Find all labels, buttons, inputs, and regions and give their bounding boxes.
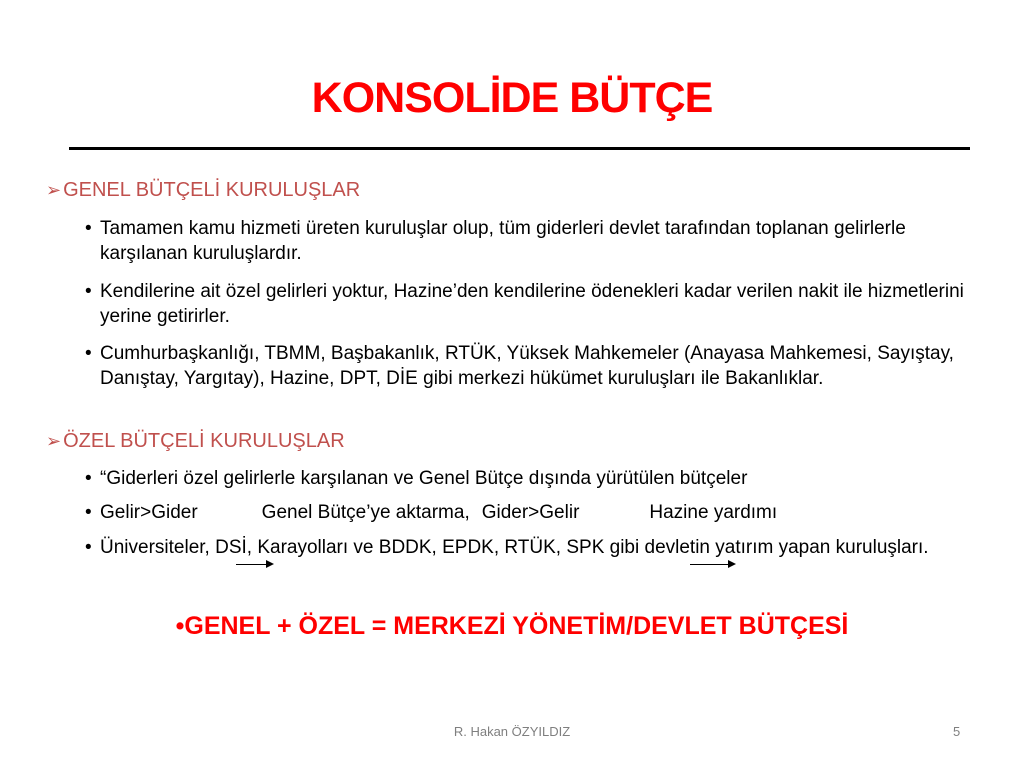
section-heading-special: [46, 430, 345, 453]
list-item: [85, 341, 985, 391]
list-item-text: [100, 500, 985, 525]
slide-title: KONSOLİDE BÜTÇE: [311, 74, 713, 122]
page-number: 5: [953, 724, 961, 739]
list-item-text: Tamamen kamu hizmeti üreten kuruluşlar olup, tüm giderleri devlet tarafından toplanan gelirlerle karşılanan kuruluşlardır.: [100, 218, 906, 264]
bullet-icon: •: [85, 502, 92, 523]
bullet-icon: •: [85, 468, 92, 489]
list-item: [85, 500, 985, 525]
list-item: [85, 216, 985, 266]
transfer-label: Genel Bütçe’ye aktarma,: [261, 502, 470, 523]
section-heading-special-label: ÖZEL BÜTÇELİ KURULUŞLAR: [63, 430, 345, 452]
title-underline: [69, 147, 970, 150]
arrow-line-1: [236, 564, 268, 565]
footer-author: R. Hakan ÖZYILDIZ: [453, 724, 571, 739]
surplus-label: Gelir>Gider: [100, 502, 198, 523]
bullet-icon: •: [85, 537, 92, 558]
list-item-text: Kendilerine ait özel gelirleri yoktur, Hazine’den kendilerine ödenekleri kadar verilen nakit ile hizmetlerini yerine getirirler.: [100, 281, 964, 327]
section-heading-general-label: GENEL BÜTÇELİ KURULUŞLAR: [63, 179, 361, 201]
right-arrow-icon: [728, 560, 736, 568]
deficit-label: Gider>Gelir: [481, 502, 580, 523]
list-item-text: Cumhurbaşkanlığı, TBMM, Başbakanlık, RTÜK, Yüksek Mahkemeler (Anayasa Mahkemesi, Sayıştay, Danıştay, Yargıtay), Hazine, DPT, DİE gibi merkezi hükümet kuruluşları ile Bakanlıklar.: [100, 343, 954, 389]
arrow-bullet-icon: ➢: [46, 431, 62, 451]
arrow-line-2: [690, 564, 730, 565]
right-arrow-icon: [266, 560, 274, 568]
list-item: [85, 535, 985, 560]
bullet-icon: •: [85, 218, 92, 239]
arrow-bullet-icon: ➢: [46, 180, 62, 200]
treasury-aid-label: Hazine yardımı: [649, 502, 778, 523]
bullet-icon: •: [85, 281, 92, 302]
bullet-icon: •: [85, 343, 92, 364]
list-item-text: “Giderleri özel gelirlerle karşılanan ve Genel Bütçe dışında yürütülen bütçeler: [100, 468, 748, 489]
list-item-text: Üniversiteler, DSİ, Karayolları ve BDDK, EPDK, RTÜK, SPK gibi devletin yatırım yapan kuruluşları.: [100, 537, 929, 558]
section-heading-general: [46, 179, 360, 202]
list-item: [85, 466, 985, 491]
list-item: [85, 279, 985, 329]
summary-equation: •GENEL + ÖZEL = MERKEZİ YÖNETİM/DEVLET BÜTÇESİ: [175, 612, 849, 640]
